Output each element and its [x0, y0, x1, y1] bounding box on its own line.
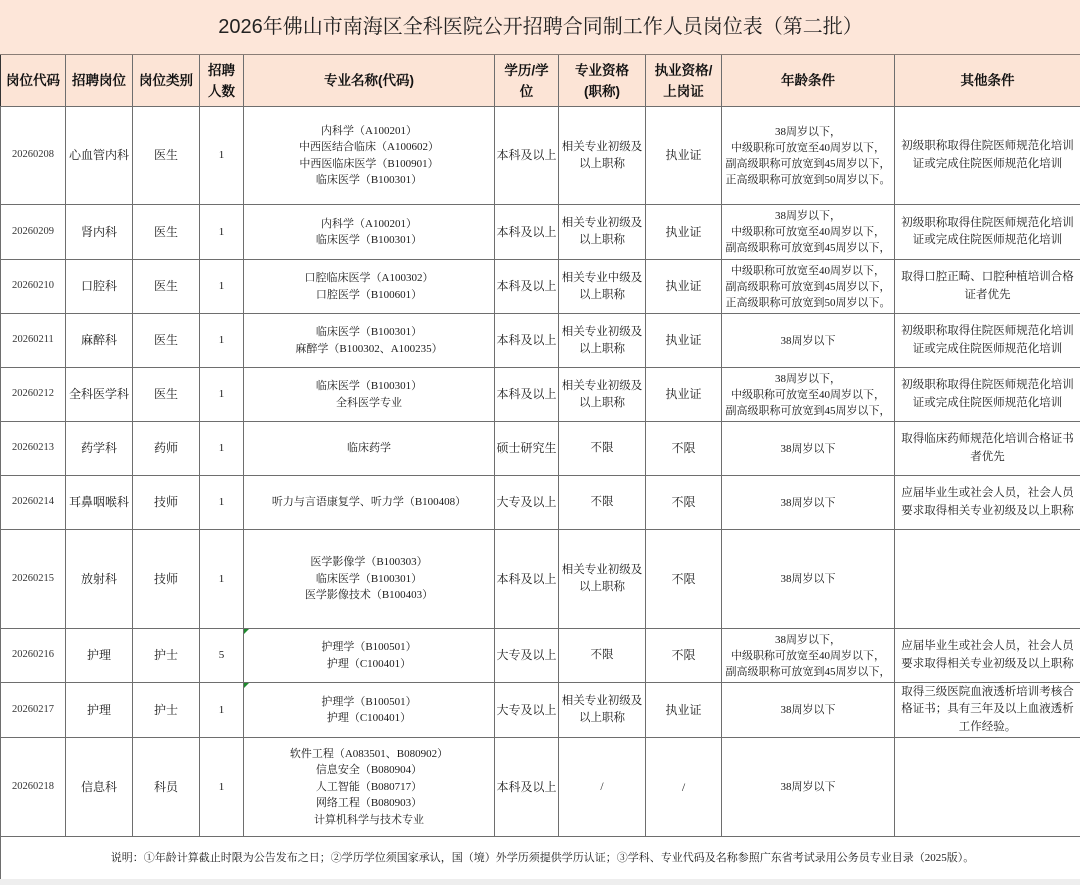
- cell-dept[interactable]: 放射科: [66, 530, 133, 629]
- table-row: [1, 314, 1080, 368]
- cell-majors[interactable]: 内科学（A100201） 中西医结合临床（A100602） 中西医临床医学（B100901） 临床医学（B100301）: [244, 107, 495, 205]
- cell-qualification[interactable]: 不限: [559, 422, 646, 476]
- table-row: [1, 738, 1080, 837]
- cell-education[interactable]: 大专及以上: [495, 683, 559, 738]
- cell-dept[interactable]: 心血管内科: [66, 107, 133, 205]
- header-license: 执业资格/ 上岗证: [646, 55, 722, 107]
- cell-code[interactable]: 20260208: [1, 107, 66, 205]
- cell-category[interactable]: 医生: [133, 260, 200, 314]
- cell-count[interactable]: 1: [200, 314, 244, 368]
- header-count: 招聘 人数: [200, 55, 244, 107]
- header-category: 岗位类别: [133, 55, 200, 107]
- cell-majors[interactable]: 口腔临床医学（A100302） 口腔医学（B100601）: [244, 260, 495, 314]
- cell-other[interactable]: 初级职称取得住院医师规范化培训证或完成住院医师规范化培训: [895, 368, 1080, 422]
- cell-education[interactable]: 本科及以上: [495, 107, 559, 205]
- cell-dept[interactable]: 口腔科: [66, 260, 133, 314]
- header-other: 其他条件: [895, 55, 1080, 107]
- cell-other[interactable]: [895, 530, 1080, 629]
- cell-indicator-icon: [244, 683, 249, 688]
- cell-license[interactable]: 不限: [646, 629, 722, 683]
- page-title: 2026年佛山市南海区全科医院公开招聘合同制工作人员岗位表（第二批）: [1, 1, 1080, 55]
- cell-category[interactable]: 医生: [133, 368, 200, 422]
- cell-education[interactable]: 本科及以上: [495, 314, 559, 368]
- cell-qualification[interactable]: 相关专业初级及以上职称: [559, 205, 646, 260]
- cell-dept[interactable]: 信息科: [66, 738, 133, 837]
- table-row: [1, 629, 1080, 683]
- cell-count[interactable]: 1: [200, 107, 244, 205]
- cell-license[interactable]: 不限: [646, 530, 722, 629]
- cell-education[interactable]: 本科及以上: [495, 530, 559, 629]
- cell-category[interactable]: 护士: [133, 629, 200, 683]
- cell-age[interactable]: 38周岁以下， 中级职称可放宽至40周岁以下， 副高级职称可放宽到45周岁以下，: [722, 629, 895, 683]
- cell-count[interactable]: 1: [200, 683, 244, 738]
- cell-age[interactable]: 中级职称可放宽至40周岁以下， 副高级职称可放宽到45周岁以下， 正高级职称可放宽到50周岁以下。: [722, 260, 895, 314]
- table-row: [1, 530, 1080, 629]
- cell-majors[interactable]: 内科学（A100201） 临床医学（B100301）: [244, 205, 495, 260]
- table-row: [1, 422, 1080, 476]
- cell-qualification[interactable]: 相关专业初级及以上职称: [559, 314, 646, 368]
- cell-license[interactable]: /: [646, 738, 722, 837]
- cell-majors-text: 护理学（B100501） 护理（C100401）: [321, 641, 417, 670]
- cell-majors[interactable]: 临床医学（B100301） 麻醉学（B100302、A100235）: [244, 314, 495, 368]
- cell-majors[interactable]: 临床医学（B100301） 全科医学专业: [244, 368, 495, 422]
- cell-dept[interactable]: 护理: [66, 683, 133, 738]
- header-code: 岗位代码: [1, 55, 66, 107]
- cell-age[interactable]: 38周岁以下， 中级职称可放宽至40周岁以下， 副高级职称可放宽到45周岁以下， 正高级职称可放宽到50周岁以下。: [722, 107, 895, 205]
- cell-education[interactable]: 本科及以上: [495, 368, 559, 422]
- cell-other[interactable]: 取得口腔正畸、口腔种植培训合格证者优先: [895, 260, 1080, 314]
- cell-other[interactable]: 取得三级医院血液透析培训考核合格证书；具有三年及以上血液透析工作经验。: [895, 683, 1080, 738]
- cell-age[interactable]: 38周岁以下， 中级职称可放宽至40周岁以下， 副高级职称可放宽到45周岁以下，: [722, 205, 895, 260]
- cell-code[interactable]: 20260214: [1, 476, 66, 530]
- cell-qualification[interactable]: 不限: [559, 476, 646, 530]
- cell-qualification[interactable]: 相关专业初级及以上职称: [559, 530, 646, 629]
- cell-code[interactable]: 20260217: [1, 683, 66, 738]
- cell-category[interactable]: 医生: [133, 107, 200, 205]
- cell-category[interactable]: 医生: [133, 205, 200, 260]
- cell-count[interactable]: 1: [200, 476, 244, 530]
- cell-majors[interactable]: 软件工程（A083501、B080902） 信息安全（B080904） 人工智能（B080717） 网络工程（B080903） 计算机科学与技术专业: [244, 738, 495, 837]
- header-majors: 专业名称(代码): [244, 55, 495, 107]
- cell-license[interactable]: 执业证: [646, 205, 722, 260]
- cell-category[interactable]: 技师: [133, 476, 200, 530]
- cell-license[interactable]: 执业证: [646, 107, 722, 205]
- cell-majors-text: 护理学（B100501） 护理（C100401）: [321, 695, 417, 724]
- cell-age[interactable]: 38周岁以下: [722, 314, 895, 368]
- header-age: 年龄条件: [722, 55, 895, 107]
- cell-count[interactable]: 5: [200, 629, 244, 683]
- cell-age[interactable]: 38周岁以下: [722, 530, 895, 629]
- table-row: [1, 107, 1080, 205]
- cell-education[interactable]: 大专及以上: [495, 476, 559, 530]
- cell-qualification[interactable]: 不限: [559, 629, 646, 683]
- table-row: [1, 476, 1080, 530]
- cell-education[interactable]: 大专及以上: [495, 629, 559, 683]
- cell-count[interactable]: 1: [200, 205, 244, 260]
- cell-indicator-icon: [244, 629, 249, 634]
- cell-qualification[interactable]: 相关专业初级及以上职称: [559, 683, 646, 738]
- cell-age[interactable]: 38周岁以下: [722, 422, 895, 476]
- cell-other[interactable]: 初级职称取得住院医师规范化培训证或完成住院医师规范化培训: [895, 205, 1080, 260]
- table-row: [1, 683, 1080, 738]
- cell-license[interactable]: 执业证: [646, 314, 722, 368]
- cell-count[interactable]: 1: [200, 260, 244, 314]
- cell-count[interactable]: 1: [200, 530, 244, 629]
- cell-majors[interactable]: 医学影像学（B100303） 临床医学（B100301） 医学影像技术（B100403）: [244, 530, 495, 629]
- cell-majors[interactable]: [244, 683, 495, 738]
- footnote: 说明：①年龄计算截止时限为公告发布之日；②学历学位须国家承认，国（境）外学历须提供学历认证；③学科、专业代码及名称参照广东省考试录用公务员专业目录（2025版）。: [1, 837, 1080, 880]
- table-row: [1, 205, 1080, 260]
- cell-other[interactable]: 应届毕业生或社会人员，社会人员要求取得相关专业初级及以上职称: [895, 629, 1080, 683]
- cell-code[interactable]: 20260209: [1, 205, 66, 260]
- cell-count[interactable]: 1: [200, 368, 244, 422]
- header-row: [1, 55, 1080, 107]
- cell-license[interactable]: 不限: [646, 422, 722, 476]
- cell-code[interactable]: 20260218: [1, 738, 66, 837]
- cell-education[interactable]: 本科及以上: [495, 738, 559, 837]
- cell-code[interactable]: 20260216: [1, 629, 66, 683]
- cell-qualification[interactable]: 相关专业初级及以上职称: [559, 368, 646, 422]
- footnote-row: [1, 837, 1080, 880]
- cell-code[interactable]: 20260215: [1, 530, 66, 629]
- cell-code[interactable]: 20260212: [1, 368, 66, 422]
- title-row: [1, 1, 1080, 55]
- cell-qualification[interactable]: /: [559, 738, 646, 837]
- cell-license[interactable]: 执业证: [646, 368, 722, 422]
- sheet-bottom-edge: [0, 879, 1080, 885]
- cell-dept[interactable]: 药学科: [66, 422, 133, 476]
- cell-category[interactable]: 科员: [133, 738, 200, 837]
- cell-count[interactable]: 1: [200, 422, 244, 476]
- table-row: [1, 368, 1080, 422]
- cell-majors[interactable]: [244, 629, 495, 683]
- cell-majors[interactable]: 听力与言语康复学、听力学（B100408）: [244, 476, 495, 530]
- cell-qualification[interactable]: 相关专业中级及以上职称: [559, 260, 646, 314]
- cell-category[interactable]: 药师: [133, 422, 200, 476]
- cell-code[interactable]: 20260211: [1, 314, 66, 368]
- cell-license[interactable]: 不限: [646, 476, 722, 530]
- cell-count[interactable]: 1: [200, 738, 244, 837]
- cell-education[interactable]: 本科及以上: [495, 205, 559, 260]
- cell-other[interactable]: 初级职称取得住院医师规范化培训证或完成住院医师规范化培训: [895, 314, 1080, 368]
- cell-category[interactable]: 医生: [133, 314, 200, 368]
- cell-dept[interactable]: 护理: [66, 629, 133, 683]
- cell-majors[interactable]: 临床药学: [244, 422, 495, 476]
- table-row: [1, 260, 1080, 314]
- cell-dept[interactable]: 麻醉科: [66, 314, 133, 368]
- cell-age[interactable]: 38周岁以下: [722, 476, 895, 530]
- cell-other[interactable]: [895, 738, 1080, 837]
- cell-dept[interactable]: 全科医学科: [66, 368, 133, 422]
- cell-age[interactable]: 38周岁以下， 中级职称可放宽至40周岁以下， 副高级职称可放宽到45周岁以下，: [722, 368, 895, 422]
- cell-age[interactable]: 38周岁以下: [722, 738, 895, 837]
- cell-education[interactable]: 硕士研究生: [495, 422, 559, 476]
- header-dept: 招聘岗位: [66, 55, 133, 107]
- cell-qualification[interactable]: 相关专业初级及以上职称: [559, 107, 646, 205]
- header-education: 学历/学 位: [495, 55, 559, 107]
- header-qualification: 专业资格 (职称): [559, 55, 646, 107]
- cell-other[interactable]: 初级职称取得住院医师规范化培训证或完成住院医师规范化培训: [895, 107, 1080, 205]
- cell-license[interactable]: 执业证: [646, 260, 722, 314]
- cell-other[interactable]: 应届毕业生或社会人员，社会人员要求取得相关专业初级及以上职称: [895, 476, 1080, 530]
- cell-dept[interactable]: 耳鼻咽喉科: [66, 476, 133, 530]
- cell-dept[interactable]: 肾内科: [66, 205, 133, 260]
- cell-code[interactable]: 20260210: [1, 260, 66, 314]
- cell-code[interactable]: 20260213: [1, 422, 66, 476]
- cell-education[interactable]: 本科及以上: [495, 260, 559, 314]
- cell-other[interactable]: 取得临床药师规范化培训合格证书者优先: [895, 422, 1080, 476]
- cell-age[interactable]: 38周岁以下: [722, 683, 895, 738]
- cell-category[interactable]: 技师: [133, 530, 200, 629]
- cell-license[interactable]: 执业证: [646, 683, 722, 738]
- cell-category[interactable]: 护士: [133, 683, 200, 738]
